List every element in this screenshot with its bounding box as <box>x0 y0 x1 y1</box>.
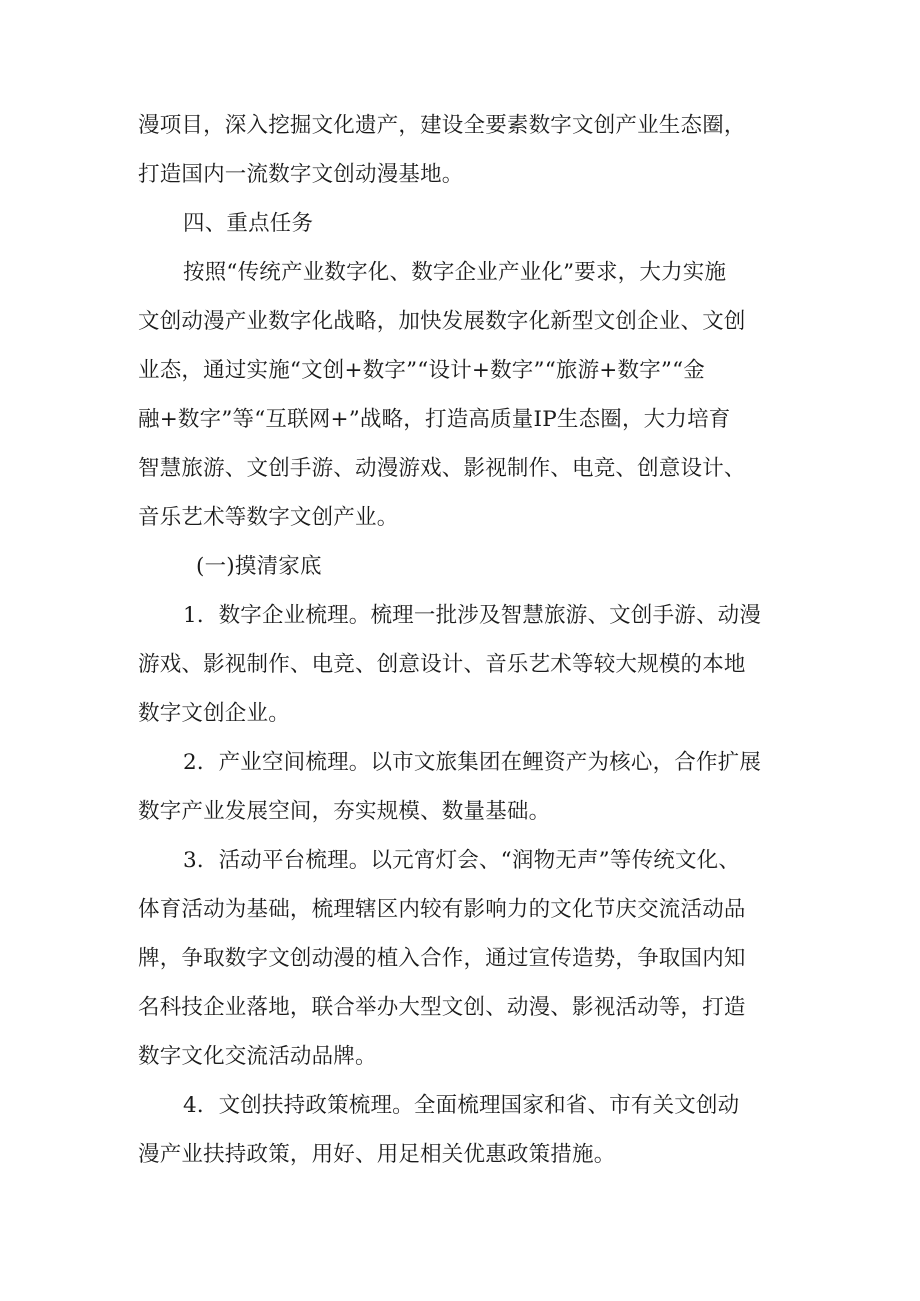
body-text-line: 文创动漫产业数字化战略，加快发展数字化新型文创企业、文创 <box>138 309 746 334</box>
body-text-line: 融+数字”等“互联网+”战略，打造高质量IP生态圈，大力培育 <box>138 407 731 432</box>
body-text-line: 漫项目，深入挖掘文化遗产，建设全要素数字文创产业生态圈， <box>138 113 746 138</box>
body-text-line: 数字产业发展空间，夯实规模、数量基础。 <box>138 799 551 824</box>
body-text-line: 按照“传统产业数字化、数字企业产业化”要求，大力实施 <box>183 260 727 285</box>
body-text-line: 4．文创扶持政策梳理。全面梳理国家和省、市有关文创动 <box>183 1093 740 1118</box>
subsection-heading: (一)摸清家底 <box>196 554 322 579</box>
body-text-line: 打造国内一流数字文创动漫基地。 <box>138 162 464 187</box>
body-text-line: 音乐艺术等数字文创产业。 <box>138 505 399 530</box>
body-text-line: 名科技企业落地，联合举办大型文创、动漫、影视活动等，打造 <box>138 995 746 1020</box>
body-text-line: 业态，通过实施“文创+数字”“设计+数字”“旅游+数字”“金 <box>138 358 705 383</box>
body-text-line: 漫产业扶持政策，用好、用足相关优惠政策措施。 <box>138 1142 616 1167</box>
body-text-line: 智慧旅游、文创手游、动漫游戏、影视制作、电竞、创意设计、 <box>138 456 746 481</box>
body-text-line: 数字文化交流活动品牌。 <box>138 1044 377 1069</box>
body-text-line: 牌，争取数字文创动漫的植入合作，通过宣传造势，争取国内知 <box>138 946 746 971</box>
body-text-line: 3．活动平台梳理。以元宵灯会、“润物无声”等传统文化、 <box>183 848 741 873</box>
body-text-line: 1．数字企业梳理。梳理一批涉及智慧旅游、文创手游、动漫 <box>183 603 762 628</box>
body-text-line: 游戏、影视制作、电竞、创意设计、音乐艺术等较大规模的本地 <box>138 652 746 677</box>
body-text-line: 2．产业空间梳理。以市文旅集团在鲤资产为核心，合作扩展 <box>183 750 762 775</box>
section-heading: 四、重点任务 <box>183 211 314 236</box>
body-text-line: 体育活动为基础，梳理辖区内较有影响力的文化节庆交流活动品 <box>138 897 746 922</box>
body-text-line: 数字文创企业。 <box>138 701 290 726</box>
